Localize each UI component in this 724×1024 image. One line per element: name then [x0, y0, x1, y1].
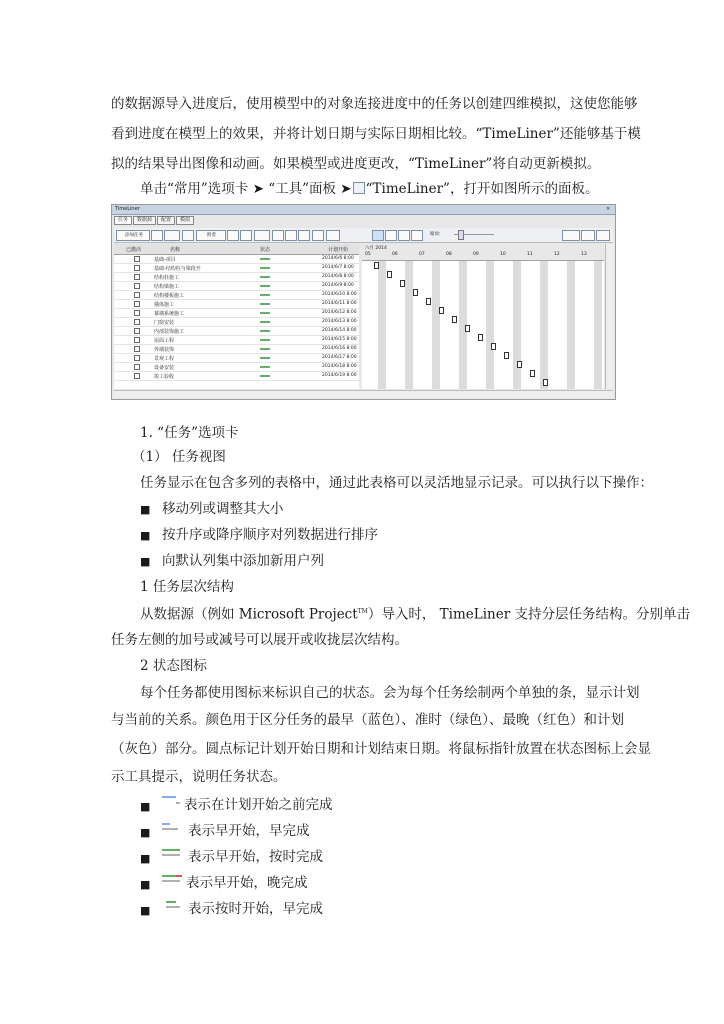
status-description: 表示早开始，按时完成	[188, 849, 323, 865]
active-checkbox[interactable]	[134, 346, 140, 352]
gantt-bar[interactable]	[504, 352, 509, 359]
table-row[interactable]	[114, 282, 359, 291]
date-icon[interactable]	[562, 230, 580, 241]
task-name: 墙体施工	[154, 302, 175, 308]
task-date: 2014/6/7 8:00	[322, 265, 354, 270]
active-checkbox[interactable]	[134, 310, 140, 316]
find-icon[interactable]	[240, 230, 252, 241]
task-name: 设备安装	[154, 365, 175, 371]
settings-icon[interactable]	[596, 230, 610, 241]
active-checkbox[interactable]	[134, 337, 140, 343]
instruction-line	[140, 180, 598, 198]
active-checkbox[interactable]	[134, 292, 140, 298]
gantt-day-label: 12	[554, 252, 560, 257]
timeliner-screenshot	[111, 204, 616, 400]
status-description: 表示早开始，早完成	[188, 823, 310, 839]
view-split-icon[interactable]	[411, 230, 423, 241]
status-description: 表示早开始，晚完成	[186, 875, 308, 891]
paragraph-line: 与当前的关系。颜色用于区分任务的最早（蓝色）、准时（绿色）、最晚（红色）和计划	[111, 712, 624, 728]
column-header[interactable]: 计划开始	[328, 247, 349, 253]
task-date: 2014/6/10 8:00	[322, 292, 357, 297]
status-early-start-late-finish-icon	[162, 873, 180, 885]
task-date: 2014/6/6 8:00	[322, 256, 354, 261]
gantt-bar[interactable]	[543, 379, 548, 386]
task-date: 2014/6/14 8:00	[322, 328, 357, 333]
table-row[interactable]	[114, 327, 359, 336]
table-row[interactable]	[114, 264, 359, 273]
column-header[interactable]: 名称	[170, 247, 181, 253]
status-early-start-ontime-icon	[162, 847, 180, 859]
task-date: 2014/6/19 8:00	[322, 373, 357, 378]
status-icon	[260, 357, 270, 359]
table-row[interactable]	[114, 309, 359, 318]
gantt-weekend-shade	[594, 261, 602, 389]
instruction-part2: “TimeLiner”，打开如图所示的面板。	[365, 181, 599, 197]
task-name: 景观工程	[154, 356, 175, 362]
status-icon	[260, 366, 270, 368]
list-item: 按升序或降序顺序对列数据进行排序	[162, 527, 378, 543]
status-icon	[260, 303, 270, 305]
paragraph-line: 任务左侧的加号或减号可以展开或收拢层次结构。	[111, 632, 408, 648]
table-row[interactable]	[114, 345, 359, 354]
active-checkbox[interactable]	[134, 301, 140, 307]
status-description: 表示按时开始，早完成	[188, 901, 323, 917]
task-name: 结构梁施工	[154, 284, 180, 290]
bullet-icon: ■	[140, 878, 151, 891]
gantt-day-label: 05	[365, 252, 371, 257]
status-icon	[260, 258, 270, 260]
active-checkbox[interactable]	[134, 373, 140, 379]
section-heading: 1. “任务”选项卡	[140, 425, 239, 441]
gantt-bar[interactable]	[400, 280, 405, 287]
view-grid-icon[interactable]	[372, 230, 384, 241]
task-date: 2014/6/17 8:00	[322, 355, 357, 360]
status-icon	[260, 375, 270, 377]
gantt-day-label: 11	[527, 252, 533, 257]
task-date: 2014/6/9 8:00	[322, 283, 354, 288]
gantt-day-label: 08	[446, 252, 452, 257]
gantt-bar[interactable]	[530, 370, 535, 377]
list-item: 向默认列集中添加新用户列	[162, 553, 324, 569]
task-date: 2014/6/16 8:00	[322, 346, 357, 351]
gantt-header	[362, 244, 604, 261]
task-name: 门窗安装	[154, 320, 175, 326]
gantt-bar[interactable]	[374, 262, 379, 269]
filter-icon[interactable]	[254, 230, 270, 241]
task-date: 2014/6/18 8:00	[322, 364, 357, 369]
paragraph-line: 任务显示在包含多列的表格中，通过此表格可以灵活地显示记录。可以执行以下操作：	[140, 475, 653, 491]
gantt-chart	[362, 244, 604, 389]
task-date: 2014/6/12 8:00	[322, 310, 357, 315]
paragraph-line: 每个任务都使用图标来标识自己的状态。会为每个任务绘制两个单独的条，显示计划	[140, 685, 640, 701]
auto-add-icon[interactable]	[164, 230, 180, 241]
table-row[interactable]	[114, 354, 359, 363]
hier-text-a: 从数据源（例如 Microsoft Project	[140, 606, 358, 623]
paragraph-line	[140, 603, 690, 624]
task-name: 结构楼板施工	[154, 293, 185, 299]
paragraph-line: 拟的结果导出图像和动画。如果模型或进度更改，“TimeLiner”将自动更新模拟。	[111, 156, 601, 172]
tab-tasks[interactable]: 任务	[114, 216, 132, 225]
status-description: 表示在计划开始之前完成	[184, 797, 333, 813]
task-grid	[114, 244, 359, 389]
table-row[interactable]	[114, 255, 359, 264]
bullet-icon: ■	[140, 503, 151, 516]
list-item: 移动列或调整其大小	[162, 501, 284, 517]
active-checkbox[interactable]	[134, 355, 140, 361]
status-icon	[260, 339, 270, 341]
active-checkbox[interactable]	[134, 274, 140, 280]
active-checkbox[interactable]	[134, 328, 140, 334]
window-title: TimeLiner	[115, 206, 140, 212]
status-ontime-start-early-finish-icon	[166, 899, 184, 911]
status-early-start-early-finish-icon	[162, 821, 180, 833]
task-date: 2014/6/11 8:00	[322, 301, 357, 306]
bullet-icon: ■	[140, 555, 151, 568]
tab-data-sources[interactable]: 数据源	[133, 216, 156, 225]
table-row[interactable]	[114, 318, 359, 327]
table-row[interactable]	[114, 363, 359, 372]
gantt-weekend-shade	[486, 261, 494, 389]
gantt-bar[interactable]	[452, 316, 457, 323]
close-icon[interactable]: ×	[606, 206, 611, 212]
active-checkbox[interactable]	[134, 364, 140, 370]
active-checkbox[interactable]	[134, 283, 140, 289]
hier-text-b: ）导入时， TimeLiner 支持分层任务结构。分别单击	[367, 606, 690, 623]
sub-heading: 1 任务层次结构	[140, 579, 234, 595]
view-gantt-icon[interactable]	[385, 230, 397, 241]
instruction-part1: 单击“常用”选项卡 ➤ “工具”面板 ➤	[140, 181, 352, 197]
table-row[interactable]	[114, 372, 359, 381]
gantt-weekend-shade	[378, 261, 386, 389]
bullet-icon: ■	[140, 529, 151, 542]
status-icon	[260, 276, 270, 278]
columns-icon[interactable]	[298, 230, 310, 241]
task-name: 结构柱施工	[154, 275, 180, 281]
gantt-bar[interactable]	[465, 325, 470, 332]
grid-header	[114, 244, 359, 255]
edit-icon[interactable]	[581, 230, 595, 241]
trademark: TM	[357, 608, 368, 615]
status-icon	[260, 267, 270, 269]
status-icon	[260, 285, 270, 287]
active-checkbox[interactable]	[134, 265, 140, 271]
export-icon[interactable]	[312, 230, 324, 241]
view-both-icon[interactable]	[398, 230, 410, 241]
timeliner-icon	[353, 182, 365, 194]
gantt-bar[interactable]	[491, 343, 496, 350]
active-checkbox[interactable]	[134, 319, 140, 325]
zoom-slider-thumb[interactable]	[458, 230, 464, 240]
bullet-icon: ■	[140, 800, 151, 813]
table-row[interactable]	[114, 291, 359, 300]
table-row[interactable]	[114, 273, 359, 282]
gantt-weekend-shade	[432, 261, 440, 389]
active-checkbox[interactable]	[134, 256, 140, 262]
task-name: 外墙装饰	[154, 347, 175, 353]
window-titlebar	[112, 205, 615, 215]
status-icon	[260, 312, 270, 314]
gantt-bar[interactable]	[439, 307, 444, 314]
horizontal-scrollbar[interactable]	[114, 390, 613, 398]
gantt-bar[interactable]	[387, 271, 392, 278]
panel-tabs	[114, 216, 195, 225]
tab-configure[interactable]: 配置	[157, 216, 175, 225]
indent-icon[interactable]	[272, 230, 284, 241]
task-name: 屋面工程	[154, 338, 175, 344]
gantt-weekend-shade	[513, 261, 521, 389]
bullet-icon: ■	[140, 852, 151, 865]
gantt-day-label: 10	[500, 252, 506, 257]
gantt-day-label: 13	[581, 252, 587, 257]
gantt-day-label: 09	[473, 252, 479, 257]
task-name: 内部装饰施工	[154, 329, 185, 335]
zoom-label: 缩放:	[430, 232, 441, 237]
gantt-weekend-shade	[567, 261, 575, 389]
outdent-icon[interactable]	[285, 230, 297, 241]
gantt-day-label: 07	[419, 252, 425, 257]
tab-simulate[interactable]: 模拟	[176, 216, 194, 225]
rules-icon[interactable]	[227, 230, 239, 241]
gantt-bar[interactable]	[517, 361, 522, 368]
status-early-finish-icon	[162, 795, 180, 807]
task-name: 基础-结构柱与梁段开	[154, 266, 201, 272]
attach-button[interactable]: 附着	[196, 230, 226, 241]
add-task-button[interactable]: 添加任务	[116, 230, 150, 241]
gantt-bar[interactable]	[426, 298, 431, 305]
task-name: 幕墙系统施工	[154, 311, 185, 317]
table-row[interactable]	[114, 300, 359, 309]
task-date: 2014/6/15 8:00	[322, 337, 357, 342]
task-name: 基础-项目	[154, 257, 176, 263]
paragraph-line: 看到进度在模型上的效果，并将计划日期与实际日期相比较。“TimeLiner”还能够基于模	[111, 126, 641, 142]
gantt-weekend-shade	[405, 261, 413, 389]
sub-heading: 2 状态图标	[140, 658, 207, 674]
table-row[interactable]	[114, 336, 359, 345]
status-icon	[260, 321, 270, 323]
gantt-weekend-shade	[540, 261, 548, 389]
task-name: 竣工验收	[154, 374, 175, 380]
task-date: 2014/6/13 8:00	[322, 319, 357, 324]
paragraph-line: （灰色）部分。圆点标记计划开始日期和计划结束日期。将鼠标指针放置在状态图标上会显	[111, 741, 651, 757]
vertical-scrollbar[interactable]	[605, 244, 614, 389]
bullet-icon: ■	[140, 904, 151, 917]
gantt-bar[interactable]	[478, 334, 483, 341]
column-header[interactable]: 状态	[260, 247, 271, 253]
column-header[interactable]: 已激活	[126, 247, 142, 253]
insert-task-icon[interactable]	[151, 230, 163, 241]
gantt-day-label: 06	[392, 252, 398, 257]
paragraph-line: 的数据源导入进度后，使用模型中的对象连接进度中的任务以创建四维模拟，这使您能够	[111, 96, 638, 112]
status-icon	[260, 294, 270, 296]
paragraph-line: 示工具提示，说明任务状态。	[111, 769, 287, 785]
gantt-month: 六月 2014	[365, 246, 387, 251]
status-icon	[260, 348, 270, 350]
gantt-bar[interactable]	[413, 289, 418, 296]
bullet-icon: ■	[140, 826, 151, 839]
task-date: 2014/6/8 8:00	[322, 274, 354, 279]
options-icon[interactable]	[326, 230, 340, 241]
task-toolbar	[114, 228, 613, 243]
delete-task-icon[interactable]	[182, 230, 194, 241]
status-icon	[260, 330, 270, 332]
subsection-heading: （1） 任务视图	[132, 449, 226, 465]
